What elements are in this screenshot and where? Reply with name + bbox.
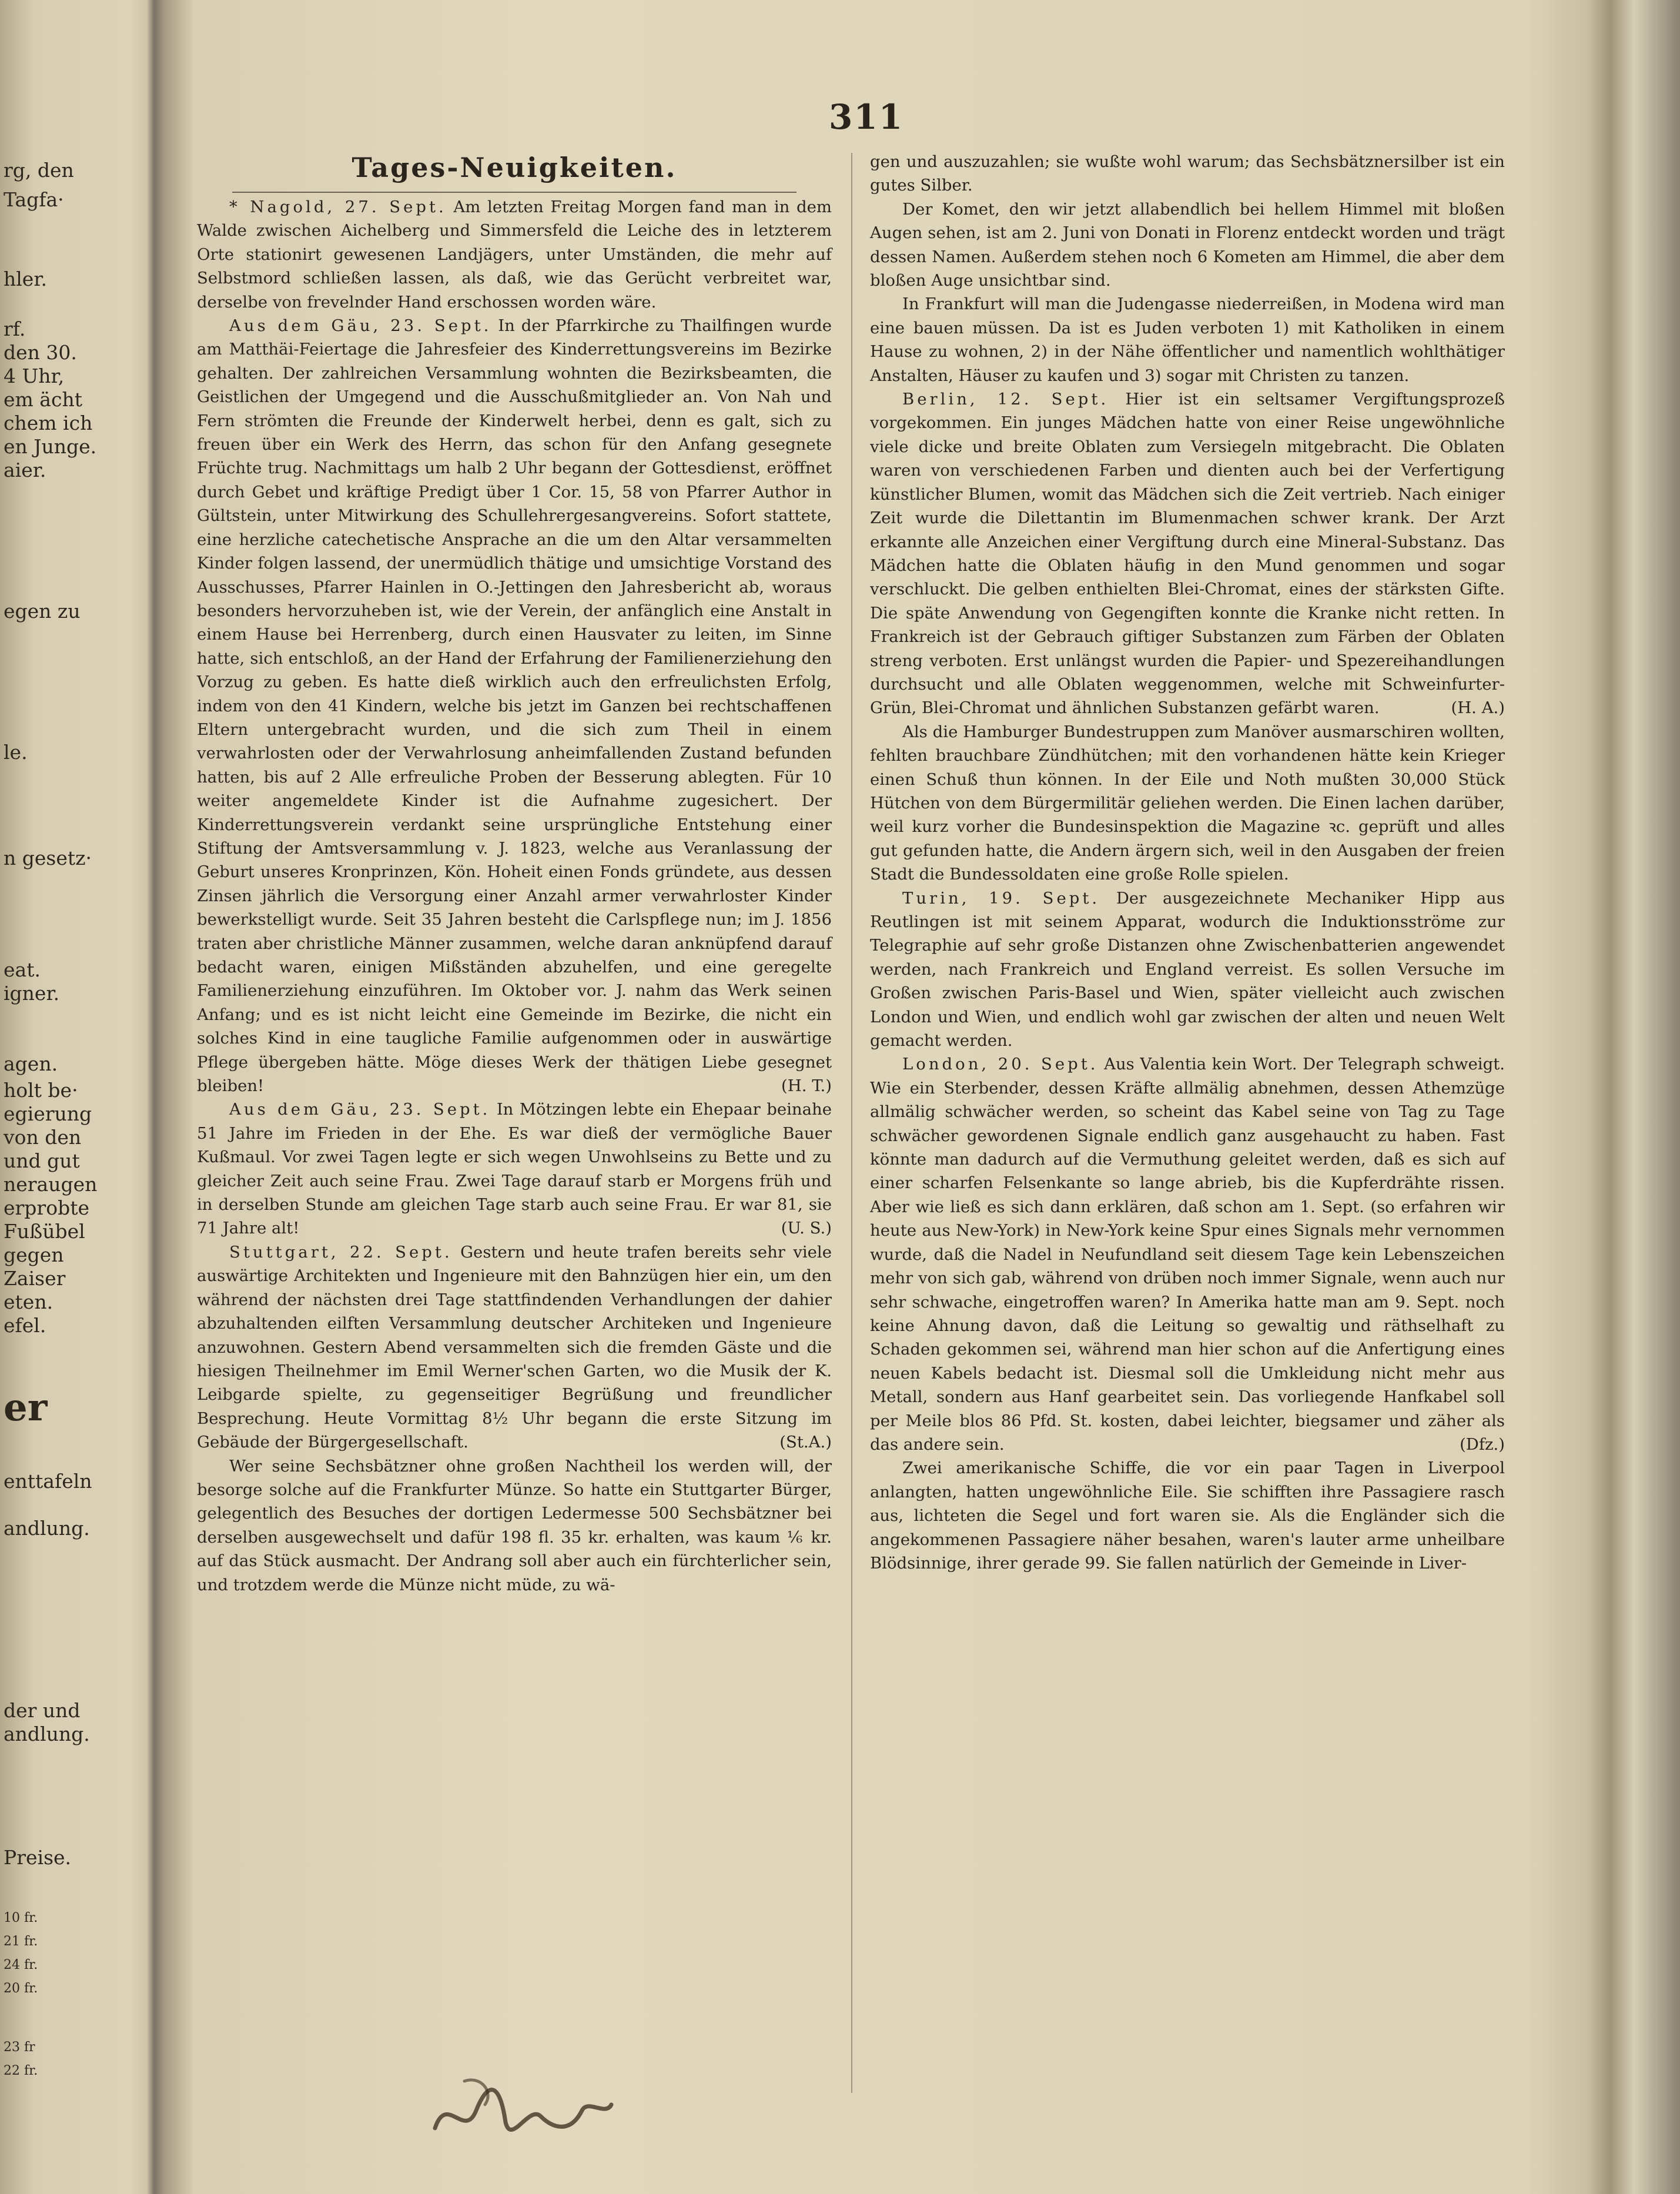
margin-fragment: holt be·	[4, 1079, 78, 1102]
article-paragraph	[197, 1098, 832, 1240]
dateline: Stuttgart, 22. Sept.	[229, 1242, 453, 1262]
margin-fragment: en Junge.	[4, 435, 97, 458]
dateline: Aus dem Gäu, 23. Sept.	[229, 316, 492, 336]
heading-rule	[232, 192, 797, 193]
source-attribution: (Dfz.)	[1460, 1434, 1505, 1454]
margin-fragment: erprobte	[4, 1196, 89, 1219]
margin-fragment: den 30.	[4, 341, 77, 364]
margin-fragment: neraugen	[4, 1173, 98, 1196]
article-text: Am letzten Freitag Morgen fand man in dem Walde zwischen Aichelberg und Simmersfeld die Leiche des in letzterem Orte stationirt gewesenen Landjägers, unter Umständen, die mehr auf Selbstmord schließen lassen, als daß, wie das Gerücht verbreitet war, derselbe von frevelnder Hand erschossen worden wäre.	[197, 198, 832, 312]
margin-fragment: gegen	[4, 1243, 64, 1266]
margin-fragment: igner.	[4, 982, 60, 1005]
column-divider	[851, 153, 852, 2093]
margin-fragment: 4 Uhr,	[4, 364, 65, 387]
article-paragraph	[870, 150, 1505, 198]
handwritten-signature	[429, 2058, 617, 2158]
left-page-margin-fragments	[0, 147, 138, 2146]
article-paragraph	[197, 1240, 832, 1454]
article-text: In Mötzingen lebte ein Ehepaar beinahe 51 Jahre im Frieden in der Ehe. Es war dieß der vermögliche Bauer Kußmaul. Vor zwei Tagen legte er sich wegen Unwohlseins zu Bette und zu gleicher Zeit auch seine Frau. Zwei Tage darauf starb er Morgens früh und in derselben Stunde am gleichen Tage starb auch seine Frau. Er war 81, sie 71 Jahre alt!	[197, 1100, 832, 1238]
margin-fragment: 24 fr.	[4, 1958, 38, 1972]
margin-fragment: efel.	[4, 1314, 46, 1337]
margin-fragment: egen zu	[4, 600, 81, 623]
margin-fragment: 23 fr	[4, 2040, 35, 2055]
article-text: Aus Valentia kein Wort. Der Telegraph schweigt. Wie ein Sterbender, dessen Kräfte allmälig abnehmen, dessen Athemzüge allmälig schwächer werden, so scheint das Kabel seine von Tag zu Tage schwächer gewordenen Signale endlich ganz ausgehaucht zu haben. Fast könnte man dadurch auf die Vermuthung geleitet werden, daß es sich auf einer scharfen Felsenkante so lange abrieb, bis die Kupferdrähte rissen. Aber wie ließ es sich dann erklären, daß schon am 1. Sept. (so erfahren wir heute aus New-York) in New-York keine Spur eines Signals mehr vernommen wurde, daß die Nadel in Neufundland seit diesem Tage kein Lebenszeichen mehr von sich gab, während von drüben noch immer Signale, wenn auch nur sehr schwache, eingetroffen waren? In Amerika hatte man am 9. Sept. noch keine Ahnung davon, daß die Leitung so gewaltig und räthselhaft zu Schaden gekommen sei, während man hier schon auf die Anfertigung eines neuen Kabels bedacht ist. Diesmal soll die Umkleidung nicht mehr aus Metall, sondern aus Hanf gearbeitet sein. Das vorliegende Hanfkabel soll per Meile blos 86 Pfd. St. kosten, dabei leichter, biegsamer und zäher als das andere sein.	[870, 1055, 1505, 1454]
article-text: gen und auszuzahlen; sie wußte wohl warum; das Sechsbätznersilber ist ein gutes Silber.	[870, 152, 1505, 195]
margin-fragment: hler.	[4, 267, 47, 290]
margin-fragment: eten.	[4, 1290, 53, 1313]
margin-fragment: rf.	[4, 317, 26, 340]
margin-fragment: von den	[4, 1126, 82, 1149]
margin-fragment: enttafeln	[4, 1470, 92, 1493]
margin-fragment: 10 fr.	[4, 1911, 38, 1925]
article-text: Zwei amerikanische Schiffe, die vor ein paar Tagen in Liverpool anlangten, hatten ungewöhnliche Eile. Sie schifften ihre Passagiere rasch aus, lichteten die Segel und fort waren sie. Als die Engländer sich die angekommenen Passagiere näher besahen, waren's lauter arme unheilbare Blödsinnige, ihrer gerade 99. Sie fallen natürlich der Gemeinde in Liver-	[870, 1459, 1505, 1573]
article-text: Wer seine Sechsbätzner ohne großen Nachtheil los werden will, der besorge solche auf die Frankfurter Münze. So hatte ein Stuttgarter Bürger, gelegentlich des Besuches der dortigen Ledermesse 500 Sechsbätzner bei derselben ausgewechselt und dafür 198 fl. 35 kr. erhalten, was kaum ⅙ kr. auf das Stück ausmacht. Der Andrang soll aber auch ein fürchterlicher sein, und trotzdem werde die Münze nicht müde, zu wä-	[197, 1456, 832, 1594]
source-attribution: (St.A.)	[779, 1433, 832, 1452]
dateline: Turin, 19. Sept.	[902, 888, 1100, 908]
margin-fragment: andlung.	[4, 1723, 90, 1745]
column-right-body	[870, 150, 1505, 1575]
margin-fragment: eat.	[4, 958, 41, 981]
article-paragraph	[870, 720, 1505, 887]
margin-fragment: egierung	[4, 1102, 92, 1125]
margin-fragment: Preise.	[4, 1846, 72, 1869]
article-paragraph	[870, 1052, 1505, 1456]
article-text: Der Komet, den wir jetzt allabendlich bei hellem Himmel mit bloßen Augen sehen, ist am 2. Juni von Donati in Florenz entdeckt worden und trägt dessen Namen. Außerdem stehen noch 6 Kometen am Himmel, die aber dem bloßen Auge unsichtbar sind.	[870, 199, 1505, 290]
article-paragraph	[870, 1456, 1505, 1575]
margin-fragment: Zaiser	[4, 1267, 66, 1290]
article-paragraph	[197, 195, 832, 314]
margin-fragment: 20 fr.	[4, 1981, 38, 1996]
margin-fragment: rg, den	[4, 159, 74, 182]
margin-fragment: andlung.	[4, 1517, 90, 1540]
margin-fragment: der und	[4, 1699, 81, 1722]
article-text: In Frankfurt will man die Judengasse niederreißen, in Modena wird man eine bauen müssen. Da ist es Juden verboten 1) mit Katholiken in einem Hause zu wohnen, 2) in der Nähe öffentlicher und namentlich wohlthätiger Anstalten, Häuser zu kaufen und 3) sogar mit Christen zu tanzen.	[870, 295, 1505, 385]
dateline: London, 20. Sept.	[902, 1055, 1099, 1074]
margin-fragment: chem ich	[4, 412, 93, 434]
right-page	[194, 71, 1564, 2128]
section-heading: Tages-Neuigkeiten.	[352, 152, 677, 183]
article-paragraph	[870, 887, 1505, 1053]
source-attribution: (U. S.)	[781, 1219, 832, 1238]
margin-fragment: n gesetz·	[4, 847, 92, 869]
dateline: Berlin, 12. Sept.	[902, 390, 1109, 409]
article-paragraph	[870, 387, 1505, 720]
article-text: In der Pfarrkirche zu Thailfingen wurde am Matthäi-Feiertage die Jahresfeier des Kinderrettungsvereins im Bezirke gehalten. Der zahlreichen Versammlung wohnten die Bezirksbeamten, die Geistlichen der Umgegend und die Ausschußmitglieder an. Von Nah und Fern strömten die Freunde der Kinderwelt herbei, denn es galt, sich zu freuen über ein Werk des Herrn, das schon für den Anfang gesegnete Früchte trug. Nachmittags um halb 2 Uhr begann der Gottesdienst, eröffnet durch Gebet und kräftige Predigt über 1 Cor. 15, 58 von Pfarrer Author in Gültstein, unter Mitwirkung des Schullehrergesangvereins. Sofort stattete, eine herzliche catechetische Ansprache an die um den Altar versammelten Kinder folgen lassend, der unermüdlich thätige und umsichtige Vorstand des Ausschusses, Pfarrer Hainlen in O.-Jettingen den Jahresbericht ab, woraus besonders hervorzuheben ist, wie der Verein, der anfänglich eine Anstalt in einem Hause bei Herrenberg, durch einen Hausvater zu leiten, im Sinne hatte, sich entschloß, an der Hand der Erfahrung der Familienerziehung den Vorzug zu geben. Es hatte dieß wirklich auch den erfreulichsten Erfolg, indem von den 41 Kindern, welche bis jetzt im Ganzen bei rechtschaffenen Eltern untergebracht wurden, und die sich zum Theil in einem verwahrlosten oder der Verwahrlosung anheimfallenden Zustand befunden hatten, bis auf 2 Alle erfreuliche Proben der Besserung ablegten. Für 10 weiter angemeldete Kinder ist die Aufnahme zugesichert. Der Kinderrettungsverein verdankt seine ursprüngliche Entstehung einer Stiftung der Amtsversammlung v. J. 1823, welche aus Veranlassung der Geburt unseres Kronprinzen, Kön. Hoheit einen Fonds gründete, aus dessen Zinsen jährlich die Versorgung einer Anzahl armer verwahrloster Kinder bewerkstelligt wurde. Seit 35 Jahren besteht die Carlspflege nun; im J. 1856 traten aber christliche Männer zusammen, welche daran anknüpfend darauf bedacht waren, einigen Mißständen abzuhelfen, und eine geregelte Familienerziehung einzuführen. Im Oktober vor. J. nahm das Werk seinen Anfang; und es ist nicht leicht eine Gemeinde im Bezirke, die nicht ein solches Kind in eine taugliche Familie aufgenommen oder in auswärtige Pflege übergeben hätte. Möge dieses Werk der thätigen Liebe gesegnet bleiben!	[197, 316, 832, 1096]
source-attribution: (H. T.)	[781, 1076, 832, 1096]
dateline: * Nagold, 27. Sept.	[229, 198, 447, 216]
margin-fragment: agen.	[4, 1052, 58, 1075]
margin-fragment: Tagfa·	[4, 188, 64, 211]
article-text: Gestern und heute trafen bereits sehr viele auswärtige Architekten und Ingenieure mit den Bahnzügen hier ein, um den während der nächsten drei Tage stattfindenden Verhandlungen der dahier abzuhaltenden eilften Versammlung deutscher Architeken und Ingenieure anzuwohnen. Gestern Abend versammelten sich die fremden Gäste und die hiesigen Theilnehmer im Emil Werner'schen Garten, wo die Musik der K. Leibgarde spielte, zu gegenseitiger Begrüßung und freundlicher Besprechung. Heute Vormittag 8½ Uhr begann die erste Sitzung im Gebäude der Bürgergesellschaft.	[197, 1242, 832, 1452]
article-text: Der ausgezeichnete Mechaniker Hipp aus Reutlingen ist mit seinem Apparat, wodurch die Induktionsströme zur Telegraphie auf sehr große Distanzen ohne Zwischenbatterien angewendet werden, nach Frankreich und England verreist. Es sollen Versuche im Großen zwischen Paris-Basel und Wien, später vielleicht auch zwischen London und Wien, und endlich wohl gar zwischen der alten und neuen Welt gemacht werden.	[870, 888, 1505, 1051]
column-left-body	[197, 195, 832, 1597]
margin-fragment: le.	[4, 741, 28, 764]
margin-fragment: 22 fr.	[4, 2063, 38, 2078]
page-number: 311	[829, 97, 904, 137]
article-paragraph	[197, 314, 832, 1098]
article-text: Als die Hamburger Bundestruppen zum Manöver ausmarschiren wollten, fehlten brauchbare Zündhütchen; mit den vorhandenen hätte kein Krieger einen Schuß thun können. In der Eile und Noth mußten 30,000 Stück Hütchen von dem Bürgermilitär geliehen werden. Die Einen lachen darüber, weil kurz vorher die Bundesinspektion die Magazine ꝛc. geprüft und alles gut gefunden hatte, die Andern ärgern sich, weil in den Ausgaben der freien Stadt die Bundessoldaten eine große Rolle spielen.	[870, 722, 1505, 884]
source-attribution: (H. A.)	[1451, 698, 1505, 718]
margin-fragment: 21 fr.	[4, 1934, 38, 1949]
margin-fragment: em ächt	[4, 388, 82, 411]
article-paragraph	[870, 292, 1505, 387]
margin-fragment: er	[4, 1386, 48, 1430]
article-text: Hier ist ein seltsamer Vergiftungsprozeß vorgekommen. Ein junges Mädchen hatte von einer Reise ungewöhnliche viele dicke und breite Oblaten zum Versiegeln mitgebracht. Die Oblaten waren von verschiedenen Farben und dienten auch bei der Verfertigung künstlicher Blumen, womit das Mädchen sich die Zeit vertrieb. Nach einiger Zeit wurde die Dilettantin im Blumenmachen schwer krank. Der Arzt erkannte alle Anzeichen einer Vergiftung durch eine Mineral-Substanz. Das Mädchen hatte die Oblaten häufig in den Mund genommen und sogar verschluckt. Die gelben enthielten Blei-Chromat, eines der stärksten Gifte. Die späte Anwendung von Gegengiften konnte die Kranke nicht retten. In Frankreich ist der Gebrauch giftiger Substanzen zum Färben der Oblaten streng verboten. Erst unlängst wurden die Papier- und Spezereihandlungen durchsucht und alle Oblaten weggenommen, welche mit Schweinfurter-Grün, Blei-Chromat und ähnlichen Substanzen gefärbt waren.	[870, 390, 1505, 718]
margin-fragment: Fußübel	[4, 1220, 85, 1243]
column-left	[197, 147, 832, 1597]
article-paragraph	[870, 198, 1505, 293]
dateline: Aus dem Gäu, 23. Sept.	[229, 1100, 491, 1119]
margin-fragment: und gut	[4, 1149, 80, 1172]
article-paragraph	[197, 1454, 832, 1597]
column-right	[870, 150, 1505, 1575]
margin-fragment: aier.	[4, 459, 46, 481]
